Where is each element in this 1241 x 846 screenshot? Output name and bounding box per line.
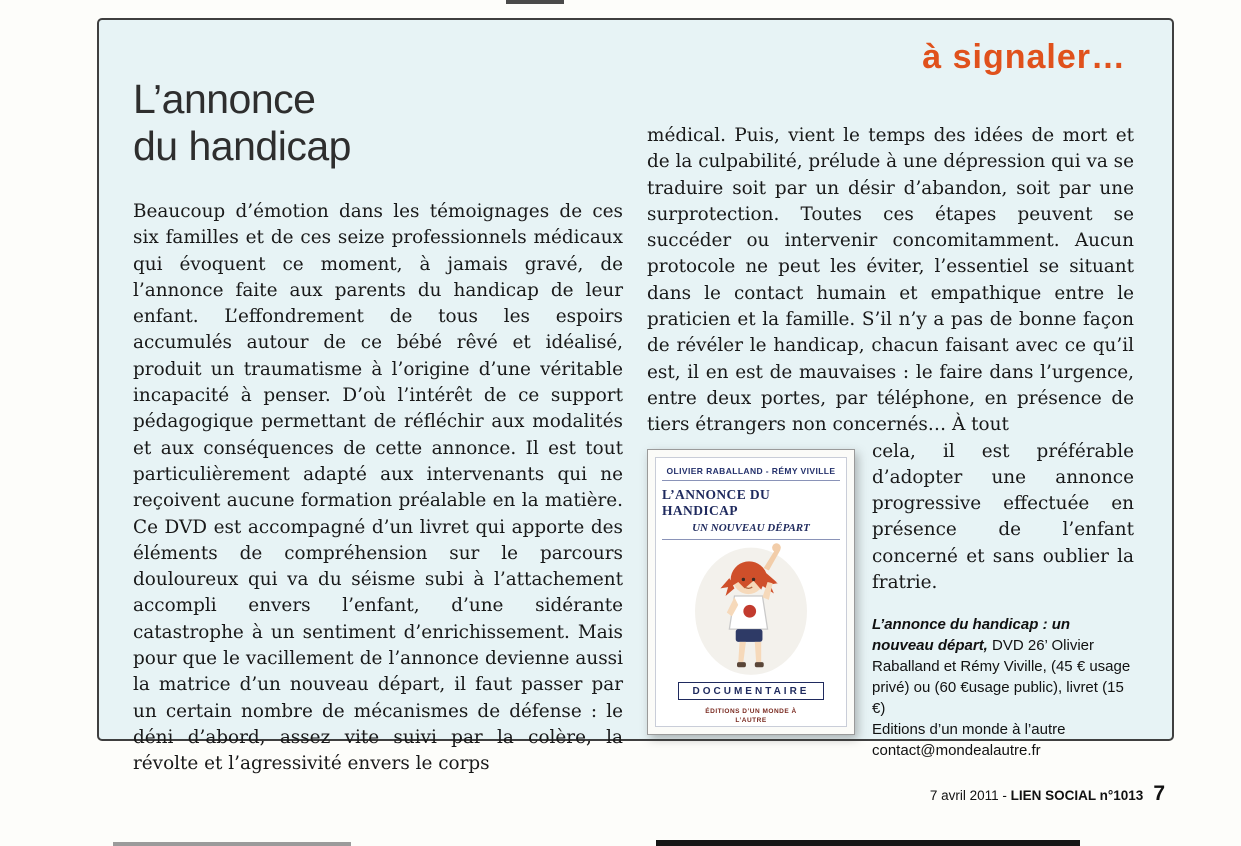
page-footer: [930, 782, 1165, 806]
article-left-column: Beaucoup d’émotion dans les témoignages de ces six familles et de ces seize professionnels médicaux qui évoquent ce moment, à jamais gravé, de l’annonce faite aux parents du handicap de leur enfant. L’effondrement de tous les espoirs accumulés autour de ce bébé rêvé et idéalisé, produit un traumatisme à l’origine d’une véritable incapacité à penser. D’où l’intérêt de ce support pédagogique permettant de réfléchir aux modalités et aux conséquences de cette annonce. Il est tout particulièrement adapté aux intervenants qui ne reçoivent aucune formation préalable en la matière. Ce DVD est accompagné d’un livret qui apporte des éléments de compréhension sur le parcours douloureux qui va du séisme subi à l’attachement accompli envers l’enfant, d’une sidérante catastrophe à un sentiment d’enrichissement. Mais pour que le vacillement de l’annonce devienne aussi la matrice d’un nouveau départ, il faut passer par un certain nombre de mécanismes de défense : le déni d’abord, assez vite suivi par la colère, la révolte et l’agressivité envers le corps: [133, 201, 623, 775]
right-column-flow: [647, 439, 1134, 762]
article-title-line1: L’annonce: [133, 76, 316, 122]
dvd-cover: [647, 449, 855, 735]
dvd-caption-publisher: Editions d’un monde à l’autre: [872, 721, 1066, 739]
footer-page-number: 7: [1153, 782, 1165, 805]
article-panel: [97, 18, 1174, 775]
right-column-paragraph: médical. Puis, vient le temps des idées de mort et de la culpabilité, prélude à une dépression qui va se traduire soit par un désir d’abandon, soit par une surprotection. Toutes ces étapes peuvent se succéder ou intervenir concomitamment. Aucun protocole ne peut les éviter, l’essentiel se situant dans le contact humain et empathique entre le praticien et la famille. S’il n’y a pas de bonne façon de révéler le handicap, chacun faisant avec ce qu’il est, il en est de mauvaises : le faire dans l’urgence, entre deux portes, par téléphone, en présence de tiers étrangers non concernés… À tout: [647, 125, 1134, 436]
dvd-cover-subtitle: UN NOUVEAU DÉPART: [662, 522, 840, 540]
article-title-line2: du handicap: [133, 122, 351, 169]
scan-artifact-top: [506, 0, 564, 4]
article-title: [133, 76, 351, 169]
dvd-cover-inner: [655, 457, 847, 727]
dvd-caption-credits: DVD 26’ Olivier Raballand et Rémy Viville, (45 € usage privé) ou (60 €usage public), livret (15 €): [872, 637, 1131, 718]
right-column-paragraph-beside-cover: cela, il est préférable d’adopter une annonce progressive effectuée en présence de l’enfant concerné et sans oublier la fratrie.: [872, 440, 1134, 594]
dvd-cover-authors: OLIVIER RABALLAND - RÉMY VIVILLE: [662, 466, 840, 481]
scan-artifact-bottom-dark: [656, 840, 1080, 846]
footer-date: 7 avril 2011 -: [929, 788, 1011, 803]
scan-artifact-bottom-gray: [113, 842, 351, 846]
article-right-column: [647, 123, 1134, 761]
dvd-caption-title: L’annonce du handicap : un nouveau départ,: [872, 616, 1071, 655]
dvd-cover-category: DOCUMENTAIRE: [678, 682, 825, 700]
dvd-cover-title: L’ANNONCE DU HANDICAP: [662, 486, 771, 518]
section-label: à signaler…: [922, 38, 1126, 76]
dvd-cover-illustration: [687, 540, 815, 680]
footer-journal-title: LIEN SOCIAL n°1013: [1010, 788, 1144, 803]
dvd-cover-publisher: ÉDITIONS D’UN MONDE À L’AUTRE: [705, 707, 797, 725]
dvd-caption-contact: contact@mondealautre.fr: [872, 742, 1041, 760]
